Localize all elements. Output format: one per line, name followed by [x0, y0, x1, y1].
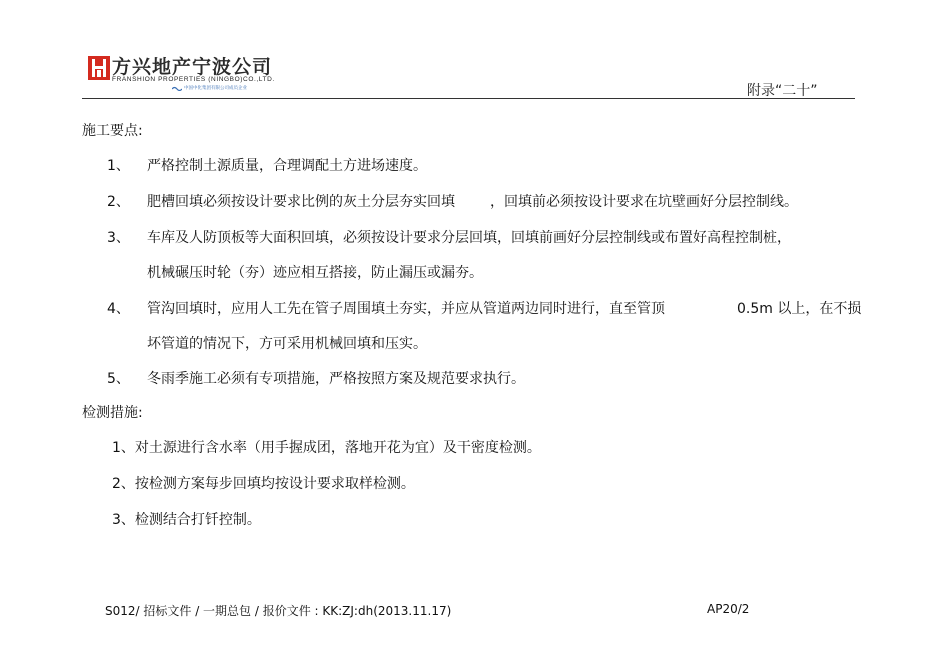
list-item-number: 3、 [107, 230, 130, 246]
construction-section-title: 施工要点: [82, 123, 143, 139]
list-item-text: 车库及人防顶板等大面积回填，必须按设计要求分层回填，回填前画好分层控制线或布置好高程控制桩， [147, 230, 791, 246]
list-item-text-continued: ，回填前必须按设计要求在坑壁画好分层控制线。 [490, 194, 798, 210]
list-item-text: 管沟回填时，应用人工先在管子周围填土夯实，并应从管道两边同时进行，直至管顶 [147, 301, 665, 317]
header-divider [82, 98, 855, 99]
inspection-item: 2、按检测方案每步回填均按设计要求取样检测。 [112, 476, 415, 492]
logo-english-name: FRANSHION PROPERTIES (NINGBO)CO.,LTD. [112, 76, 275, 83]
list-item-text-line2: 机械碾压时轮（夯）迹应相互搭接，防止漏压或漏夯。 [147, 265, 483, 281]
company-logo [88, 52, 278, 92]
wave-icon [172, 86, 182, 91]
inspection-item: 3、检测结合打钎控制。 [112, 512, 261, 528]
list-item-number: 1、 [107, 158, 130, 174]
list-item-text-line2: 坏管道的情况下，方可采用机械回填和压实。 [147, 336, 427, 352]
list-item-number: 4、 [107, 301, 130, 317]
inspection-item: 1、对土源进行含水率（用手握成团，落地开花为宜）及干密度检测。 [112, 440, 541, 456]
list-item-number: 5、 [107, 371, 130, 387]
list-item-text: 严格控制土源质量，合理调配土方进场速度。 [147, 158, 427, 174]
logo-chinese-name: 方兴地产宁波公司 [112, 56, 273, 78]
logo-subtitle: 中国中化集团有限公司成员企业 [184, 86, 247, 91]
list-item-text: 肥槽回填必须按设计要求比例的灰土分层夯实回填 [147, 194, 455, 210]
inspection-section-title: 检测措施: [82, 405, 143, 421]
list-item-text: 冬雨季施工必须有专项措施，严格按照方案及规范要求执行。 [147, 371, 525, 387]
list-item-number: 2、 [107, 194, 130, 210]
franshion-logo-icon [88, 56, 110, 80]
footer-page-code: AP20/2 [707, 602, 750, 616]
footer-document-reference: S012/ 招标文件 / 一期总包 / 报价文件 : KK:ZJ:dh(2013.11.17) [105, 604, 452, 618]
list-item-text-continued: 0.5m 以上，在不损 [737, 301, 862, 317]
appendix-label: 附录“二十” [747, 83, 818, 99]
